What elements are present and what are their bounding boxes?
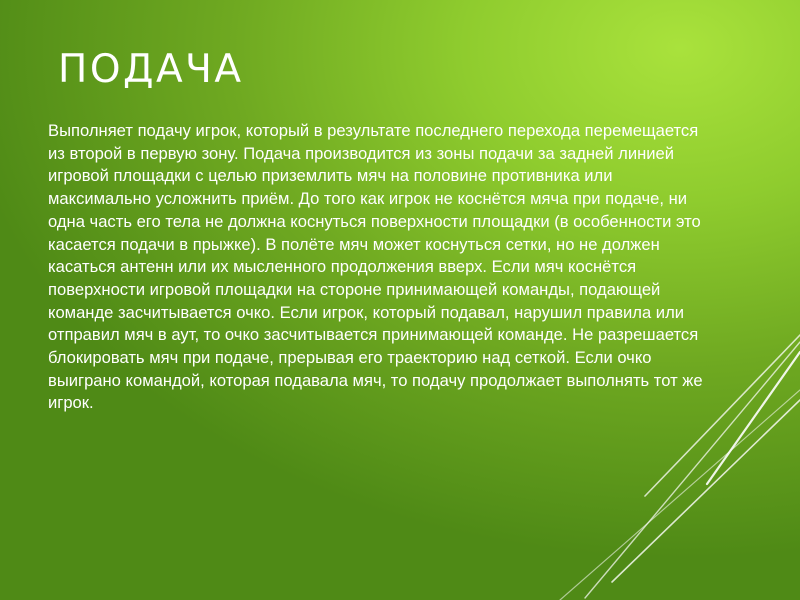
decor-line-5 bbox=[560, 390, 800, 600]
slide-body-text: Выполняет подачу игрок, который в результате последнего перехода перемещается из второй в первую зону. Подача производится из зоны подачи за задней линией игровой площадки с целью приземлить мяч на половине противника или максимально усложнить приём. До того как игрок не коснётся мяча при подаче, ни одна часть его тела не должна коснуться поверхности площадки (в особенности это касается подачи в прыжке). В полёте мяч может коснуться сетки, но не должен касаться антенн или их мысленного продолжения вверх. Если мяч коснётся поверхности игровой площадки на стороне принимающей команды, подающей команде засчитывается очко. Если игрок, который подавал, нарушил правила или отправил мяч в аут, то очко засчитывается принимающей команде. Не разрешается блокировать мяч при подаче, прерывая его траекторию над сеткой. Если очко выиграно командой, которая подавала мяч, то подачу продолжает выполнять тот же игрок. bbox=[48, 121, 703, 413]
decor-line-3 bbox=[612, 400, 800, 582]
decor-line-1 bbox=[707, 352, 800, 484]
slide-title: ПОДАЧА bbox=[58, 47, 244, 92]
